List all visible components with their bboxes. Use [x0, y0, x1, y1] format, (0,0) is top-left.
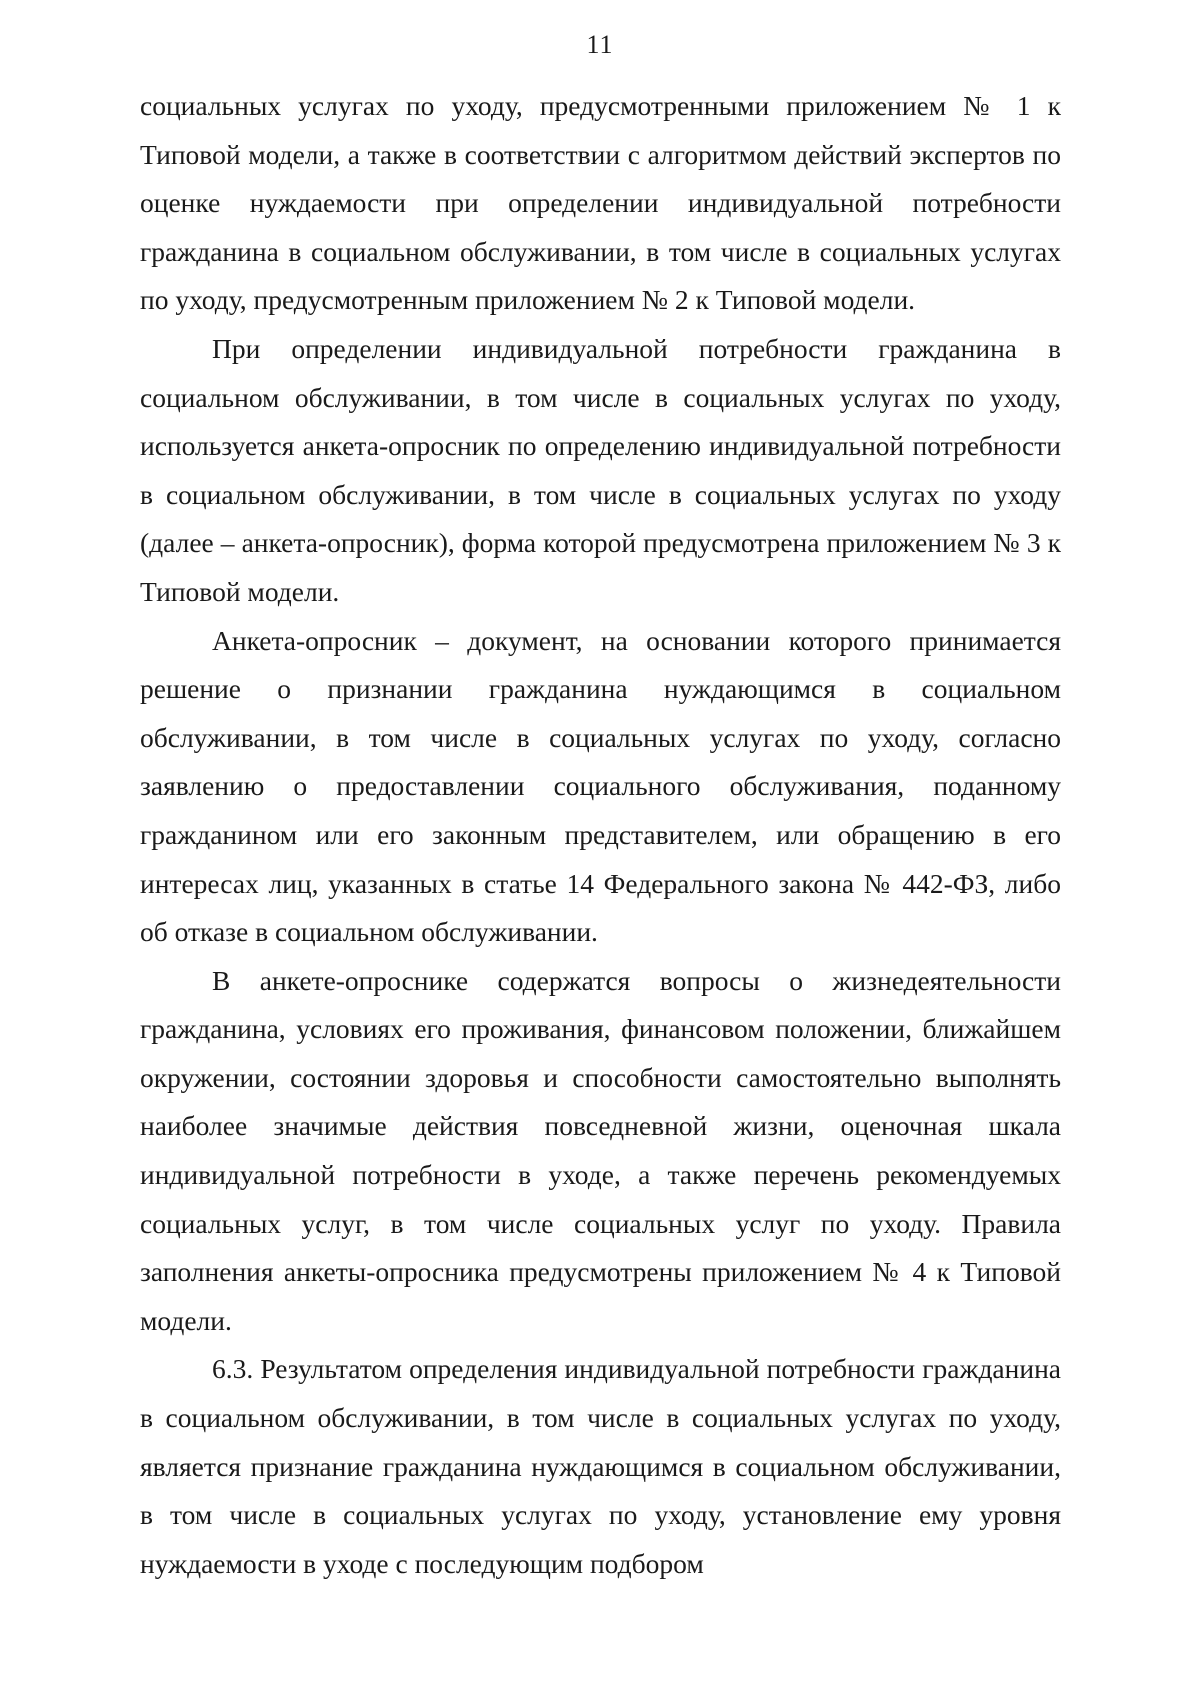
- paragraph-section-6-3: 6.3. Результатом определения индивидуальной потребности гражданина в социальном обслуживании, в том числе в социальных услугах по уходу, является признание гражданина нуждающимся в социальном обслуживании, в том числе в социальных услугах по уходу, установление ему уровня нуждаемости в уходе с последующим подбором: [140, 1353, 1061, 1579]
- page-number: 11: [586, 30, 614, 59]
- document-body: [140, 82, 1061, 1588]
- paragraph-questionnaire-usage: При определении индивидуальной потребности гражданина в социальном обслуживании, в том числе в социальных услугах по уходу, используется анкета-опросник по определению индивидуальной потребности в социальном обслуживании, в том числе в социальных услугах по уходу (далее – анкета-опросник), форма которой предусмотрена приложением № 3 к Типовой модели.: [140, 332, 1061, 607]
- paragraph-continuation: социальных услугах по уходу, предусмотренными приложением № 1 к Типовой модели, а также в соответствии с алгоритмом действий экспертов по оценке нуждаемости при определении индивидуальной потребности гражданина в социальном обслуживании, в том числе в социальных услугах по уходу, предусмотренным приложением № 2 к Типовой модели.: [140, 90, 1061, 316]
- paragraph-questionnaire-contents: В анкете-опроснике содержатся вопросы о жизнедеятельности гражданина, условиях его проживания, финансовом положении, ближайшем окружении, состоянии здоровья и способности самостоятельно выполнять наиболее значимые действия повседневной жизни, оценочная шкала индивидуальной потребности в уходе, а также перечень рекомендуемых социальных услуг, в том числе социальных услуг по уходу. Правила заполнения анкеты-опросника предусмотрены приложением № 4 к Типовой модели.: [140, 964, 1061, 1336]
- paragraph-questionnaire-definition: Анкета-опросник – документ, на основании которого принимается решение о признании гражданина нуждающимся в социальном обслуживании, в том числе в социальных услугах по уходу, согласно заявлению о предоставлении социального обслуживания, поданному гражданином или его законным представителем, или обращению в его интересах лиц, указанных в статье 14 Федерального закона № 442-ФЗ, либо об отказе в социальном обслуживании.: [140, 624, 1061, 948]
